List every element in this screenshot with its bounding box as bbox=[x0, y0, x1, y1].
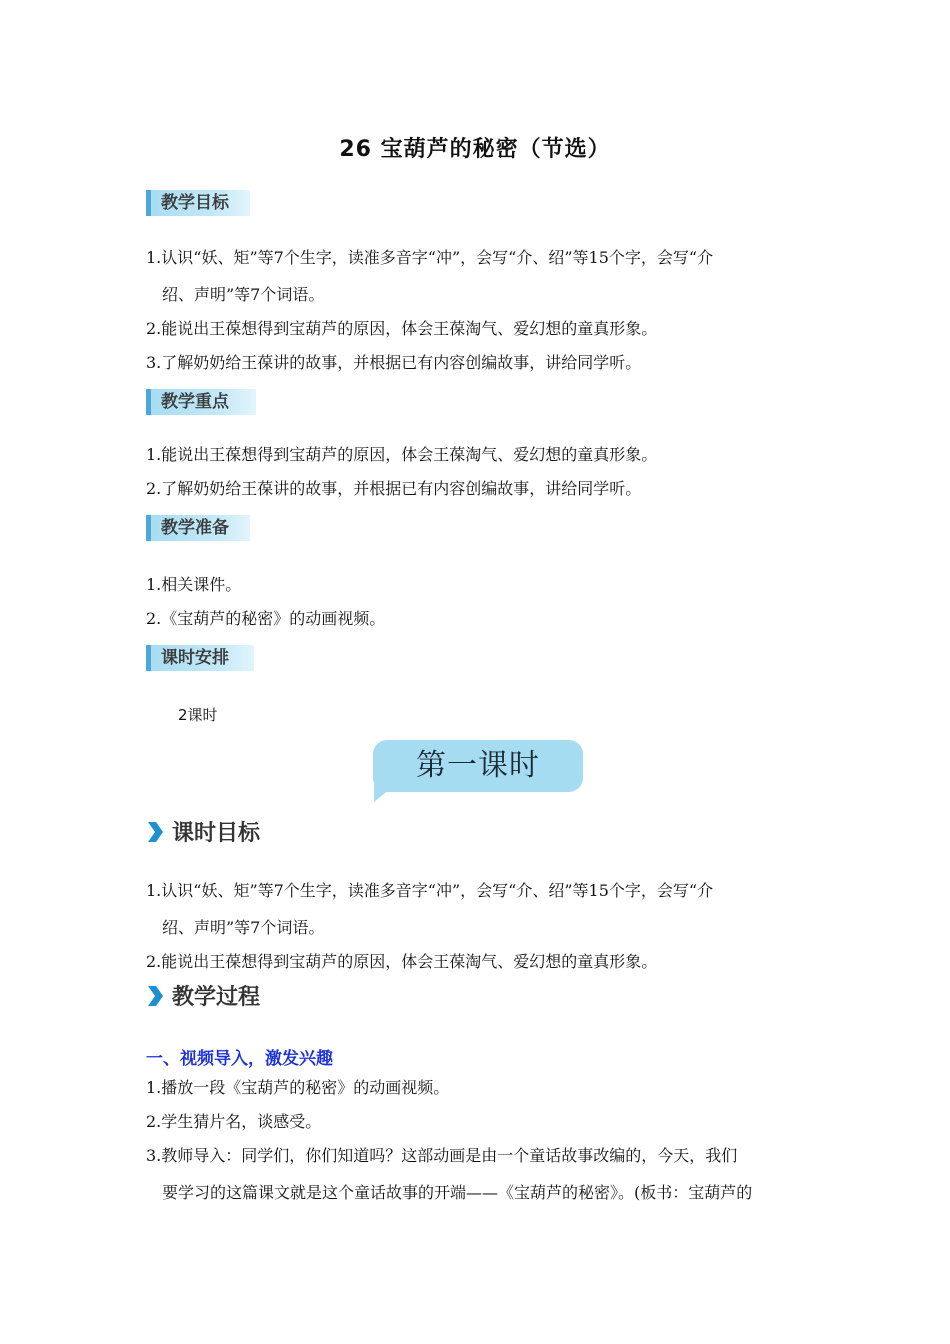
goal-item-1-line2: 绍、声明”等7个词语。 bbox=[162, 285, 325, 304]
lesson-goal-1-line2: 绍、声明”等7个词语。 bbox=[162, 918, 325, 937]
prep-heading-tag: 教学准备 bbox=[146, 515, 250, 541]
focus-item-2: 2.了解奶奶给王葆讲的故事，并根据已有内容创编故事，讲给同学听。 bbox=[146, 479, 642, 498]
step1-item-1: 1.播放一段《宝葫芦的秘密》的动画视频。 bbox=[146, 1078, 450, 1097]
goal-item-3: 3.了解奶奶给王葆讲的故事，并根据已有内容创编故事，讲给同学听。 bbox=[146, 353, 642, 372]
lesson-goals-heading-text: 课时目标 bbox=[172, 821, 261, 846]
goal-item-2: 2.能说出王葆想得到宝葫芦的原因，体会王葆淘气、爱幻想的童真形象。 bbox=[146, 319, 658, 338]
lesson-bubble: 第一课时 bbox=[373, 740, 583, 792]
prep-item-2: 2.《宝葫芦的秘密》的动画视频。 bbox=[146, 609, 386, 628]
step1-item-3-line2: 要学习的这篇课文就是这个童话故事的开端——《宝葫芦的秘密》。(板书：宝葫芦的 bbox=[162, 1183, 753, 1202]
lesson-goal-2: 2.能说出王葆想得到宝葫芦的原因，体会王葆淘气、爱幻想的童真形象。 bbox=[146, 952, 658, 971]
focus-item-1: 1.能说出王葆想得到宝葫芦的原因，体会王葆淘气、爱幻想的童真形象。 bbox=[146, 445, 658, 464]
focus-heading-tag: 教学重点 bbox=[146, 389, 256, 415]
prep-item-1: 1.相关课件。 bbox=[146, 575, 242, 594]
chevron-right-icon bbox=[146, 821, 164, 843]
step1-heading: 一、视频导入，激发兴趣 bbox=[146, 1049, 333, 1069]
step1-item-2: 2.学生猜片名，谈感受。 bbox=[146, 1112, 322, 1131]
lesson-goals-heading bbox=[146, 820, 260, 848]
schedule-heading-tag: 课时安排 bbox=[146, 645, 254, 671]
process-heading-text: 教学过程 bbox=[172, 985, 261, 1010]
step1-item-3-line1: 3.教师导入：同学们，你们知道吗？这部动画是由一个童话故事改编的，今天，我们 bbox=[146, 1146, 738, 1165]
page-title: 26 宝葫芦的秘密（节选） bbox=[339, 137, 611, 162]
process-heading bbox=[146, 984, 260, 1012]
schedule-value: 2课时 bbox=[178, 706, 218, 724]
chevron-right-icon bbox=[146, 985, 164, 1007]
lesson-goal-1-line1: 1.认识“妖、矩”等7个生字，读准多音字“冲”，会写“介、绍”等15个字，会写“介 bbox=[146, 881, 714, 900]
goals-heading-tag: 教学目标 bbox=[146, 190, 250, 216]
goal-item-1-line1: 1.认识“妖、矩”等7个生字，读准多音字“冲”，会写“介、绍”等15个字，会写“介 bbox=[146, 248, 714, 267]
